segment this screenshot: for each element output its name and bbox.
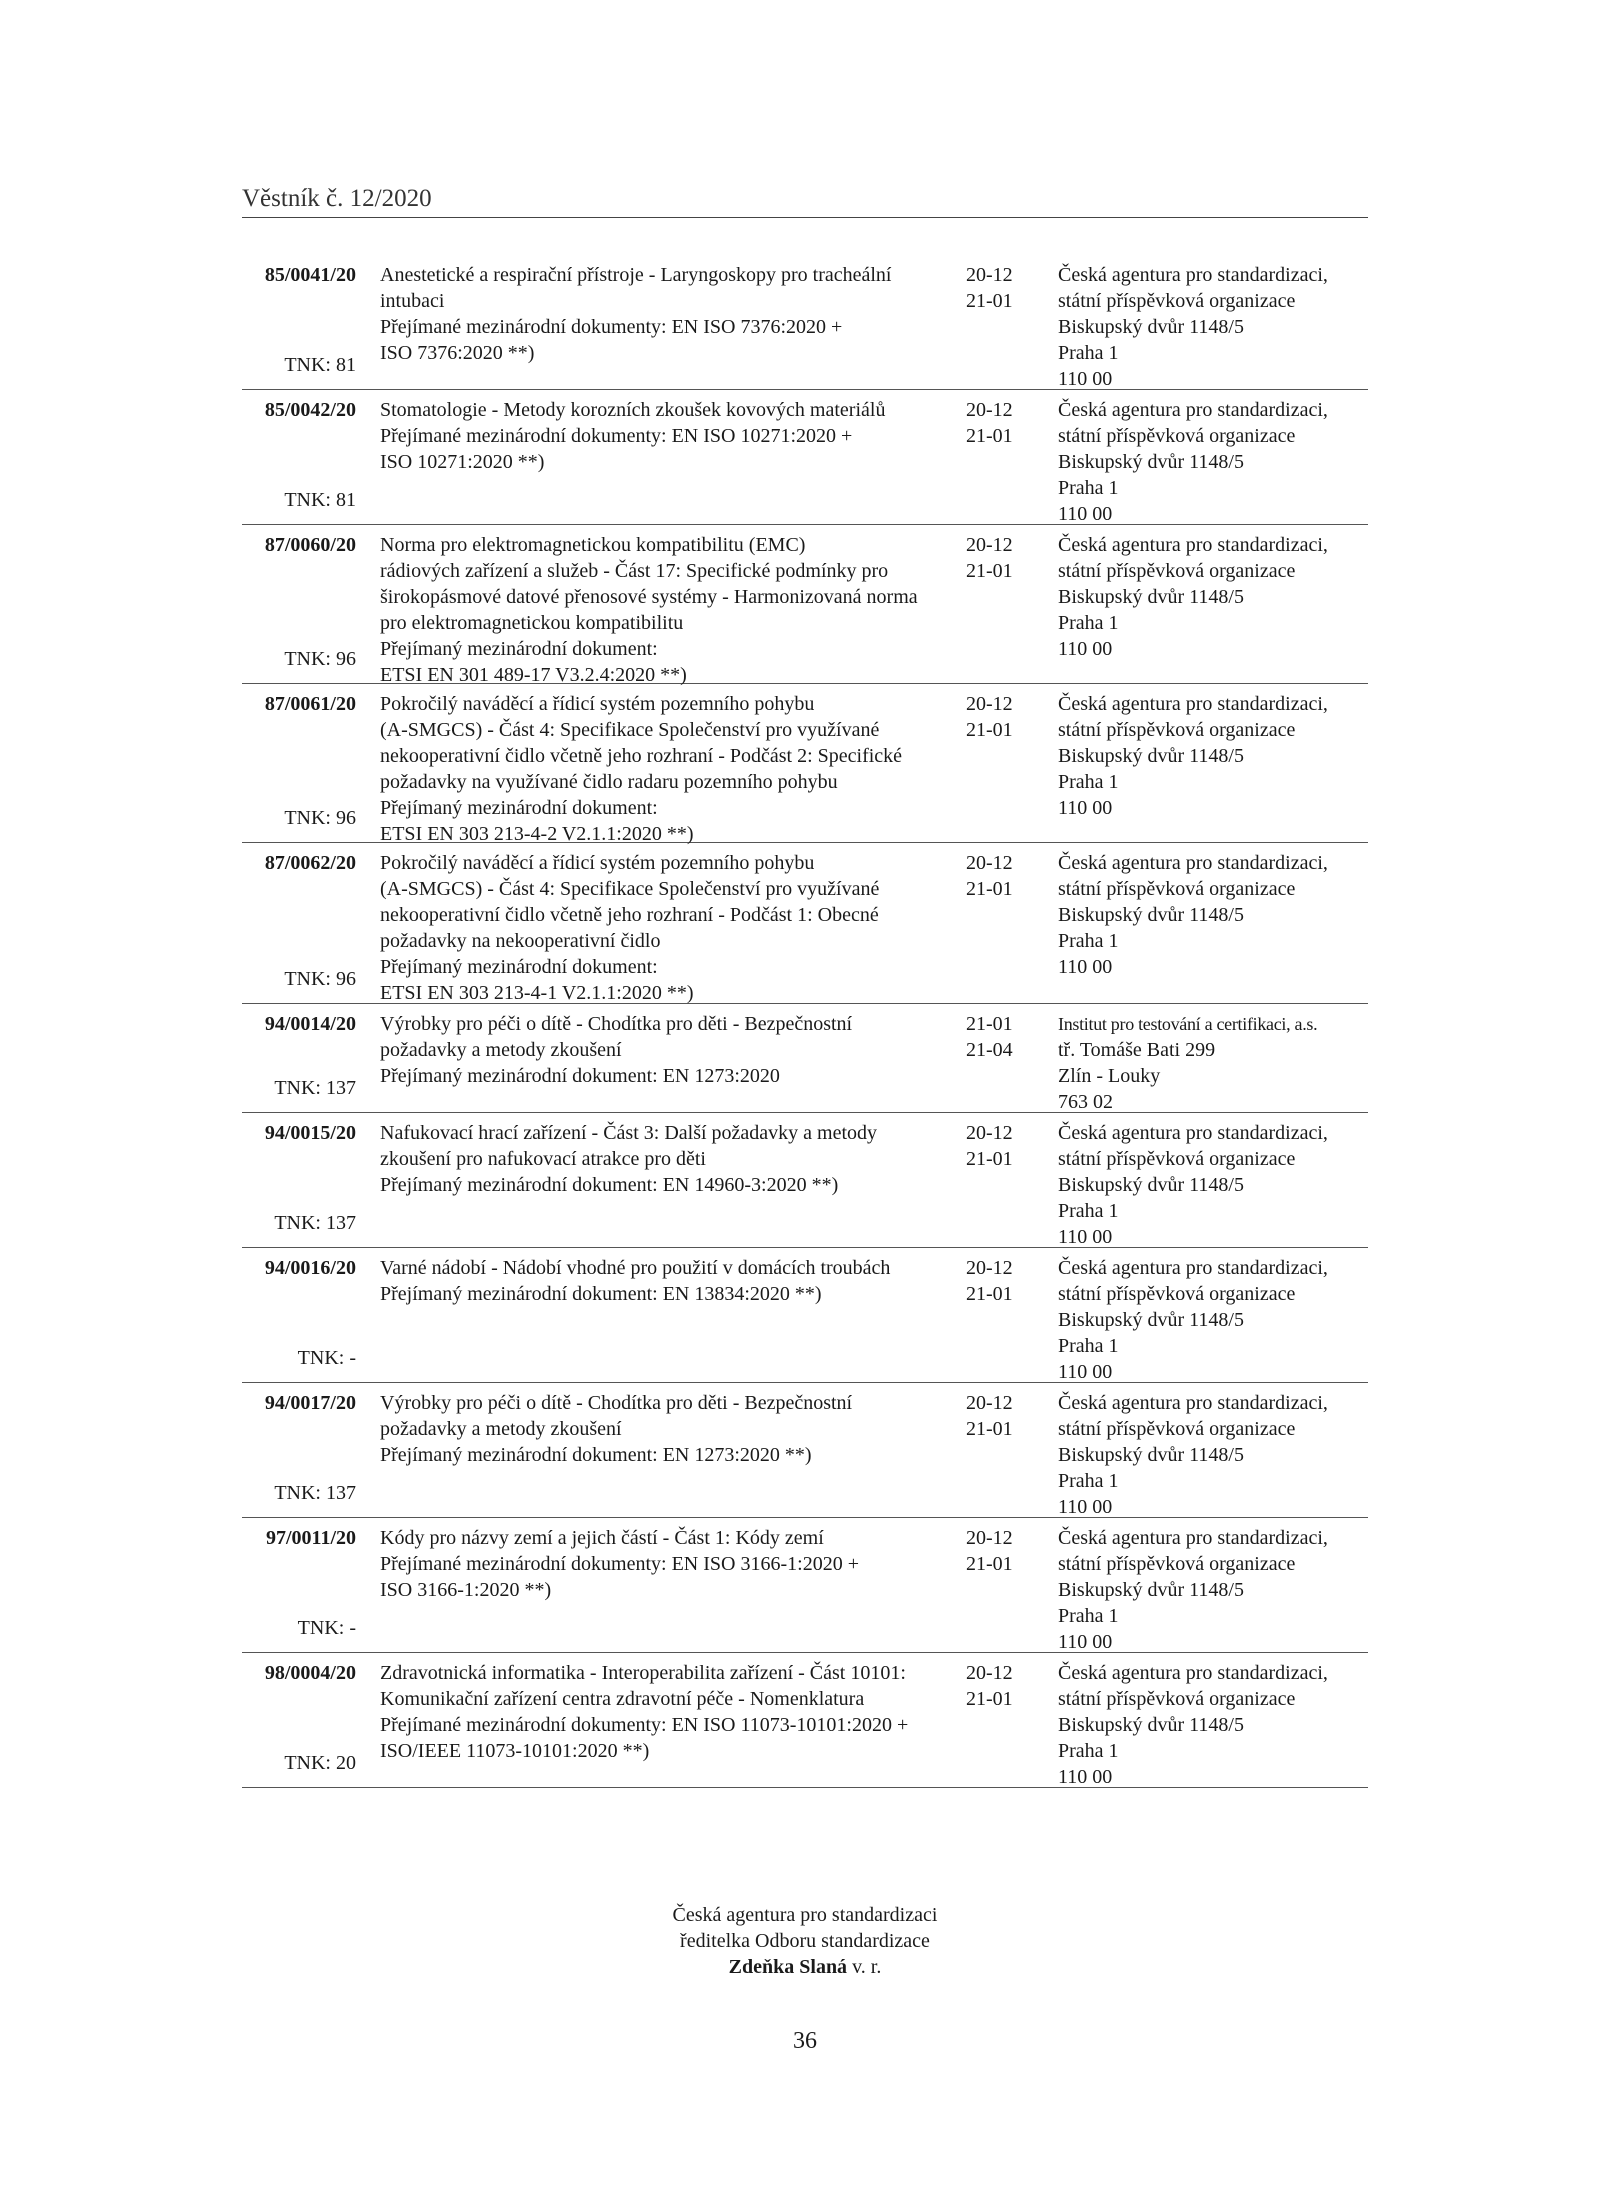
entry-organization: [1038, 397, 1368, 525]
entry-title-line: Přejímaný mezinárodní dokument:: [380, 638, 658, 660]
entry-date: 20-12: [966, 1122, 1013, 1144]
signature-suffix: v. r.: [847, 1956, 882, 1978]
entry-title: [356, 1390, 958, 1510]
entry-date: 20-12: [966, 852, 1013, 874]
entry-id-column: [242, 1120, 356, 1240]
organization-line: Biskupský dvůr 1148/5: [1058, 316, 1244, 338]
entry-id-column: [242, 262, 356, 382]
entry-title-line: intubaci: [380, 290, 445, 312]
organization-line: 110 00: [1058, 1631, 1113, 1653]
entry-tnk: TNK: 81: [284, 489, 356, 511]
entry-dates: [958, 1525, 1038, 1645]
entry-title-line: ETSI EN 303 213-4-1 V2.1.1:2020 **): [380, 982, 694, 1004]
entry-title-line: rádiových zařízení a služeb - Část 17: Specifické podmínky pro: [380, 560, 889, 582]
entry-organization: [1038, 262, 1368, 390]
entry-title-line: Přejímaný mezinárodní dokument:: [380, 956, 658, 978]
entry-title-line: Přejímaný mezinárodní dokument: EN 14960-3:2020 **): [380, 1174, 839, 1196]
entry-dates: [958, 1255, 1038, 1375]
standard-entry: [242, 1390, 1368, 1518]
organization-line: státní příspěvková organizace: [1058, 719, 1296, 741]
entry-title-line: zkoušení pro nafukovací atrakce pro děti: [380, 1148, 706, 1170]
signature-block: [242, 1902, 1368, 1980]
entry-number: 98/0004/20: [264, 1662, 356, 1684]
entry-title-line: (A-SMGCS) - Část 4: Specifikace Společenství pro využívané: [380, 719, 880, 741]
organization-line: Praha 1: [1058, 1740, 1119, 1762]
entry-title: [356, 1011, 958, 1105]
entry-title-line: Přejímané mezinárodní dokumenty: EN ISO 10271:2020 +: [380, 425, 853, 447]
standard-entry: [242, 1255, 1368, 1383]
entry-id-column: [242, 1011, 356, 1105]
organization-line: Praha 1: [1058, 612, 1119, 634]
entry-title-line: Nafukovací hrací zařízení - Část 3: Další požadavky a metody: [380, 1122, 878, 1144]
organization-line: Praha 1: [1058, 477, 1119, 499]
entry-dates: [958, 262, 1038, 382]
organization-line: 110 00: [1058, 1766, 1113, 1788]
organization-line: státní příspěvková organizace: [1058, 878, 1296, 900]
entry-tnk: TNK: 137: [274, 1482, 356, 1504]
page-header: [242, 186, 1368, 218]
entry-title-line: Zdravotnická informatika - Interoperabilita zařízení - Část 10101:: [380, 1662, 906, 1684]
entry-title-line: požadavky na nekooperativní čidlo: [380, 930, 661, 952]
entry-organization: [1038, 1255, 1368, 1383]
entry-title-line: Přejímaný mezinárodní dokument: EN 13834:2020 **): [380, 1283, 822, 1305]
entry-title-line: Kódy pro názvy zemí a jejich částí - Část 1: Kódy zemí: [380, 1527, 824, 1549]
entry-date: 21-04: [966, 1039, 1013, 1061]
entry-tnk: TNK: 137: [274, 1077, 356, 1099]
entry-id-column: [242, 397, 356, 517]
entry-date: 20-12: [966, 1527, 1013, 1549]
journal-title: Věstník č. 12/2020: [242, 185, 432, 212]
organization-line: 110 00: [1058, 1496, 1113, 1518]
organization-line: 763 02: [1058, 1091, 1113, 1113]
organization-line: Biskupský dvůr 1148/5: [1058, 451, 1244, 473]
entry-title: [356, 1525, 958, 1645]
signature-name-line: [242, 1954, 1368, 1980]
entry-title-line: Přejímané mezinárodní dokumenty: EN ISO 3166-1:2020 +: [380, 1553, 859, 1575]
organization-line: tř. Tomáše Bati 299: [1058, 1039, 1216, 1061]
entry-title-line: pro elektromagnetickou kompatibilitu: [380, 612, 684, 634]
entry-id-column: [242, 850, 356, 996]
organization-line: státní příspěvková organizace: [1058, 1148, 1296, 1170]
entry-title-line: Anestetické a respirační přístroje - Laryngoskopy pro tracheální: [380, 264, 892, 286]
organization-line: Česká agentura pro standardizaci,: [1058, 1527, 1328, 1549]
entry-title-line: ISO/IEEE 11073-10101:2020 **): [380, 1740, 650, 1762]
entry-date: 21-01: [966, 425, 1013, 447]
organization-line: Praha 1: [1058, 930, 1119, 952]
entry-title-line: Stomatologie - Metody korozních zkoušek kovových materiálů: [380, 399, 886, 421]
entry-date: 20-12: [966, 1257, 1013, 1279]
entry-number: 94/0017/20: [264, 1392, 356, 1414]
organization-line: státní příspěvková organizace: [1058, 560, 1296, 582]
entry-date: 20-12: [966, 1392, 1013, 1414]
organization-line: Česká agentura pro standardizaci,: [1058, 264, 1328, 286]
entry-number: 87/0061/20: [264, 693, 356, 715]
entry-title-line: (A-SMGCS) - Část 4: Specifikace Společenství pro využívané: [380, 878, 880, 900]
entry-date: 20-12: [966, 534, 1013, 556]
entry-title: [356, 850, 958, 1004]
organization-line: Česká agentura pro standardizaci,: [1058, 1392, 1328, 1414]
entry-number: 87/0062/20: [264, 852, 356, 874]
entry-number: 97/0011/20: [265, 1527, 356, 1549]
organization-line: Zlín - Louky: [1058, 1065, 1161, 1087]
organization-line: Institut pro testování a certifikaci, a.s.: [1058, 1014, 1318, 1034]
entry-date: 21-01: [966, 1688, 1013, 1710]
standard-entry: [242, 1660, 1368, 1788]
organization-line: 110 00: [1058, 797, 1113, 819]
entry-title-line: nekooperativní čidlo včetně jeho rozhraní - Podčást 1: Obecné: [380, 904, 879, 926]
entry-dates: [958, 1120, 1038, 1240]
entry-title: [356, 1120, 958, 1240]
entry-date: 21-01: [966, 1283, 1013, 1305]
organization-line: Biskupský dvůr 1148/5: [1058, 1714, 1244, 1736]
entry-title-line: Pokročilý naváděcí a řídicí systém pozemního pohybu: [380, 693, 815, 715]
organization-line: státní příspěvková organizace: [1058, 290, 1296, 312]
entry-id-column: [242, 1660, 356, 1780]
entry-organization: [1038, 1120, 1368, 1248]
entry-tnk: TNK: 81: [284, 354, 356, 376]
entry-organization: [1038, 532, 1368, 676]
organization-line: Biskupský dvůr 1148/5: [1058, 745, 1244, 767]
signature-position: ředitelka Odboru standardizace: [680, 1930, 930, 1952]
entry-dates: [958, 691, 1038, 835]
standard-entry: [242, 850, 1368, 1004]
entry-dates: [958, 397, 1038, 517]
organization-line: Praha 1: [1058, 1605, 1119, 1627]
organization-line: Biskupský dvůr 1148/5: [1058, 586, 1244, 608]
entry-dates: [958, 850, 1038, 996]
entry-title-line: Přejímaný mezinárodní dokument: EN 1273:2020 **): [380, 1444, 812, 1466]
entry-title-line: požadavky a metody zkoušení: [380, 1039, 622, 1061]
entry-dates: [958, 1660, 1038, 1780]
signature-organization: Česká agentura pro standardizaci: [672, 1904, 938, 1926]
entry-title-line: Výrobky pro péči o dítě - Chodítka pro děti - Bezpečnostní: [380, 1013, 853, 1035]
entry-title-line: Komunikační zařízení centra zdravotní péče - Nomenklatura: [380, 1688, 865, 1710]
standard-entry: [242, 1011, 1368, 1113]
entry-tnk: TNK: 20: [284, 1752, 356, 1774]
entry-title-line: požadavky na využívané čidlo radaru pozemního pohybu: [380, 771, 838, 793]
entry-date: 21-01: [966, 1553, 1013, 1575]
entry-organization: [1038, 1660, 1368, 1788]
entry-dates: [958, 532, 1038, 676]
entry-tnk: TNK: -: [297, 1617, 356, 1639]
entry-date: 21-01: [966, 1418, 1013, 1440]
organization-line: 110 00: [1058, 638, 1113, 660]
entry-id-column: [242, 691, 356, 835]
entry-number: 85/0041/20: [264, 264, 356, 286]
standard-entry: [242, 691, 1368, 843]
organization-line: Česká agentura pro standardizaci,: [1058, 1122, 1328, 1144]
entry-id-column: [242, 532, 356, 676]
standard-entry: [242, 262, 1368, 390]
entry-title: [356, 262, 958, 382]
organization-line: státní příspěvková organizace: [1058, 1553, 1296, 1575]
entry-title-line: širokopásmové datové přenosové systémy - Harmonizovaná norma: [380, 586, 918, 608]
entry-title: [356, 691, 958, 845]
entry-title-line: Výrobky pro péči o dítě - Chodítka pro děti - Bezpečnostní: [380, 1392, 853, 1414]
entry-title: [356, 397, 958, 517]
organization-line: státní příspěvková organizace: [1058, 425, 1296, 447]
entry-number: 94/0016/20: [264, 1257, 356, 1279]
organization-line: 110 00: [1058, 956, 1113, 978]
signature-name: Zdeňka Slaná: [728, 1956, 848, 1978]
entry-id-column: [242, 1390, 356, 1510]
organization-line: 110 00: [1058, 368, 1113, 390]
entry-title-line: ISO 10271:2020 **): [380, 451, 545, 473]
entry-date: 20-12: [966, 1662, 1013, 1684]
entry-title-line: Přejímané mezinárodní dokumenty: EN ISO 11073-10101:2020 +: [380, 1714, 909, 1736]
entry-organization: [1038, 1011, 1368, 1113]
standard-entry: [242, 532, 1368, 684]
organization-line: Praha 1: [1058, 771, 1119, 793]
entry-organization: [1038, 1390, 1368, 1518]
organization-line: Biskupský dvůr 1148/5: [1058, 1579, 1244, 1601]
organization-line: 110 00: [1058, 1226, 1113, 1248]
organization-line: Česká agentura pro standardizaci,: [1058, 534, 1328, 556]
organization-line: Česká agentura pro standardizaci,: [1058, 852, 1328, 874]
entry-title-line: nekooperativní čidlo včetně jeho rozhraní - Podčást 2: Specifické: [380, 745, 903, 767]
organization-line: Praha 1: [1058, 1200, 1119, 1222]
entry-title-line: ISO 3166-1:2020 **): [380, 1579, 552, 1601]
organization-line: Praha 1: [1058, 342, 1119, 364]
entry-title-line: ETSI EN 301 489-17 V3.2.4:2020 **): [380, 664, 687, 686]
entry-title-line: ETSI EN 303 213-4-2 V2.1.1:2020 **): [380, 823, 694, 845]
organization-line: Biskupský dvůr 1148/5: [1058, 1174, 1244, 1196]
organization-line: Biskupský dvůr 1148/5: [1058, 904, 1244, 926]
entry-title-line: požadavky a metody zkoušení: [380, 1418, 622, 1440]
entry-title-line: Pokročilý naváděcí a řídicí systém pozemního pohybu: [380, 852, 815, 874]
entry-organization: [1038, 691, 1368, 835]
entry-title: [356, 1660, 958, 1780]
entry-tnk: TNK: 96: [284, 968, 356, 990]
entry-number: 85/0042/20: [264, 399, 356, 421]
organization-line: Biskupský dvůr 1148/5: [1058, 1309, 1244, 1331]
entry-date: 21-01: [966, 290, 1013, 312]
entry-date: 21-01: [966, 878, 1013, 900]
entry-date: 20-12: [966, 399, 1013, 421]
entry-title-line: Přejímaný mezinárodní dokument: EN 1273:2020: [380, 1065, 780, 1087]
entry-title: [356, 532, 958, 686]
entry-date: 20-12: [966, 693, 1013, 715]
entry-date: 21-01: [966, 560, 1013, 582]
organization-line: Praha 1: [1058, 1335, 1119, 1357]
organization-line: Biskupský dvůr 1148/5: [1058, 1444, 1244, 1466]
standard-entry: [242, 1525, 1368, 1653]
entry-organization: [1038, 1525, 1368, 1653]
organization-line: Česká agentura pro standardizaci,: [1058, 693, 1328, 715]
organization-line: 110 00: [1058, 1361, 1113, 1383]
organization-line: Praha 1: [1058, 1470, 1119, 1492]
organization-line: Česká agentura pro standardizaci,: [1058, 1257, 1328, 1279]
standard-entry: [242, 1120, 1368, 1248]
entry-date: 21-01: [966, 719, 1013, 741]
entry-number: 94/0015/20: [264, 1122, 356, 1144]
page-number: 36: [793, 2028, 817, 2054]
organization-line: Česká agentura pro standardizaci,: [1058, 1662, 1328, 1684]
organization-line: státní příspěvková organizace: [1058, 1688, 1296, 1710]
entry-id-column: [242, 1255, 356, 1375]
entry-dates: [958, 1011, 1038, 1105]
entry-title: [356, 1255, 958, 1375]
entry-number: 87/0060/20: [264, 534, 356, 556]
entry-dates: [958, 1390, 1038, 1510]
standard-entry: [242, 397, 1368, 525]
entry-date: 21-01: [966, 1148, 1013, 1170]
organization-line: státní příspěvková organizace: [1058, 1418, 1296, 1440]
entry-tnk: TNK: 96: [284, 807, 356, 829]
entry-tnk: TNK: 96: [284, 648, 356, 670]
organization-line: Česká agentura pro standardizaci,: [1058, 399, 1328, 421]
entry-title-line: Norma pro elektromagnetickou kompatibilitu (EMC): [380, 534, 806, 556]
entry-id-column: [242, 1525, 356, 1645]
entry-title-line: ISO 7376:2020 **): [380, 342, 535, 364]
entry-title-line: Přejímané mezinárodní dokumenty: EN ISO 7376:2020 +: [380, 316, 843, 338]
entry-date: 20-12: [966, 264, 1013, 286]
entry-title-line: Varné nádobí - Nádobí vhodné pro použití v domácích troubách: [380, 1257, 891, 1279]
entry-organization: [1038, 850, 1368, 996]
standards-list: [242, 262, 1368, 1795]
entry-date: 21-01: [966, 1013, 1013, 1035]
organization-line: státní příspěvková organizace: [1058, 1283, 1296, 1305]
entry-tnk: TNK: -: [297, 1347, 356, 1369]
entry-number: 94/0014/20: [264, 1013, 356, 1035]
organization-line: 110 00: [1058, 503, 1113, 525]
entry-tnk: TNK: 137: [274, 1212, 356, 1234]
entry-title-line: Přejímaný mezinárodní dokument:: [380, 797, 658, 819]
